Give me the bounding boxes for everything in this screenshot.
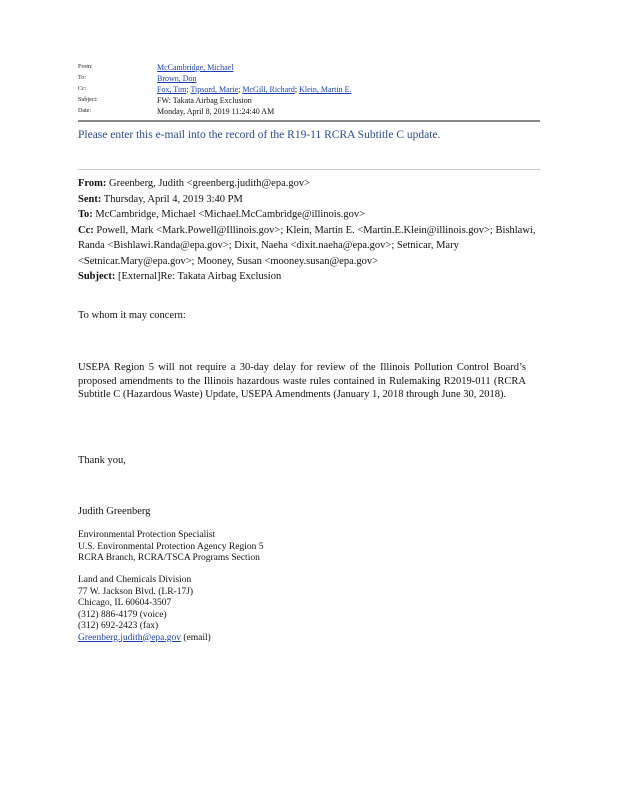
sig-city: Chicago, IL 60604-3507 — [78, 598, 172, 608]
fwd-sent-label: Sent: — [78, 193, 102, 205]
email-header — [78, 62, 540, 117]
header-cc-label: Cc: — [78, 86, 87, 92]
header-to-row — [78, 73, 540, 84]
greeting: To whom it may concern: — [78, 310, 186, 321]
header-subject-label: Subject: — [78, 97, 98, 103]
sig-division: Land and Chemicals Division — [78, 575, 192, 585]
body-paragraph: USEPA Region 5 will not require a 30-day delay for review of the Illinois Pollution Control Board’s proposed amendments to the Illinois hazardous waste rules contained in Rulemaking R2019-011 (RCRA Subtitle C (Hazardous Waste) Update, USEPA Amendments (January 1, 2018 through June 30, 2018). — [78, 362, 526, 400]
sig-title: Environmental Protection Specialist — [78, 530, 216, 540]
header-subject-row — [78, 95, 540, 106]
header-from-label: From: — [78, 64, 93, 70]
fwd-from-label: From: — [78, 178, 107, 189]
address-block — [78, 575, 211, 644]
sig-email-suffix: (email) — [183, 632, 211, 643]
sig-agency: U.S. Environmental Protection Agency Region 5 — [78, 541, 264, 552]
header-date-label: Date: — [78, 108, 91, 114]
forward-divider — [78, 169, 540, 170]
fwd-to-label: To: — [78, 209, 93, 220]
header-date-value: Monday, April 8, 2019 11:24:40 AM — [157, 107, 275, 116]
sender-name: Judith Greenberg — [78, 506, 151, 517]
header-from-row — [78, 62, 540, 73]
forwarded-header — [78, 176, 540, 285]
intro-message: Please enter this e-mail into the record of the R19-11 RCRA Subtitle C update. — [78, 129, 441, 141]
fwd-to-line — [78, 207, 540, 223]
sig-street: 77 W. Jackson Blvd. (LR-17J) — [78, 586, 194, 597]
header-date-row — [78, 106, 540, 117]
cc-link-fox[interactable]: Fox, Tim — [157, 85, 187, 94]
sig-fax: (312) 692-2423 (fax) — [78, 621, 159, 631]
fwd-cc-line — [78, 223, 540, 270]
fwd-cc-value: Powell, Mark <Mark.Powell@Illinois.gov>; Klein, Martin E. <Martin.E.Klein@illinois.gov>; Bishlawi, Randa <Bishlawi.Randa@epa.gov>; Dixit, Naeha <dixit.naeha@epa.gov>; Setnicar, Mary <Setnicar.Mary@epa.gov>; Mooney, Susan <mooney.susan@epa.gov> — [78, 224, 536, 267]
closing: Thank you, — [78, 455, 126, 466]
header-from-link[interactable]: McCambridge, Michael — [157, 63, 234, 72]
sig-email-link[interactable]: Greenberg.judith@epa.gov — [78, 632, 182, 643]
fwd-to-value: McCambridge, Michael <Michael.McCambridge@illinois.gov> — [95, 209, 366, 220]
fwd-subject-value: [External]Re: Takata Airbag Exclusion — [117, 271, 282, 282]
signature-block — [78, 530, 264, 565]
header-cc-row — [78, 84, 540, 95]
sig-branch: RCRA Branch, RCRA/TSCA Programs Section — [78, 553, 260, 563]
fwd-sent-line — [78, 192, 540, 208]
sig-email-line — [78, 633, 211, 645]
fwd-subject-line — [78, 269, 540, 285]
fwd-sent-value: Thursday, April 4, 2019 3:40 PM — [103, 193, 243, 205]
header-divider — [78, 120, 540, 122]
sig-voice: (312) 886-4179 (voice) — [78, 609, 167, 620]
cc-link-mcgill[interactable]: McGill, Richard — [242, 85, 295, 94]
header-cc-values: Fox, Tim; Tipsord, Marie; McGill, Richard; Klein, Martin E. — [157, 85, 352, 94]
header-to-label: To: — [78, 75, 86, 81]
fwd-from-value: Greenberg, Judith <greenberg.judith@epa.gov> — [109, 178, 311, 189]
header-to-link[interactable]: Brown, Don — [157, 74, 197, 83]
fwd-from-line — [78, 176, 540, 192]
cc-link-klein[interactable]: Klein, Martin E. — [299, 85, 352, 94]
header-subject-value: FW: Takata Airbag Exclusion — [157, 96, 252, 105]
fwd-cc-label: Cc: — [78, 224, 94, 236]
cc-link-tipsord[interactable]: Tipsord, Marie — [190, 85, 239, 94]
fwd-subject-label: Subject: — [78, 271, 116, 282]
